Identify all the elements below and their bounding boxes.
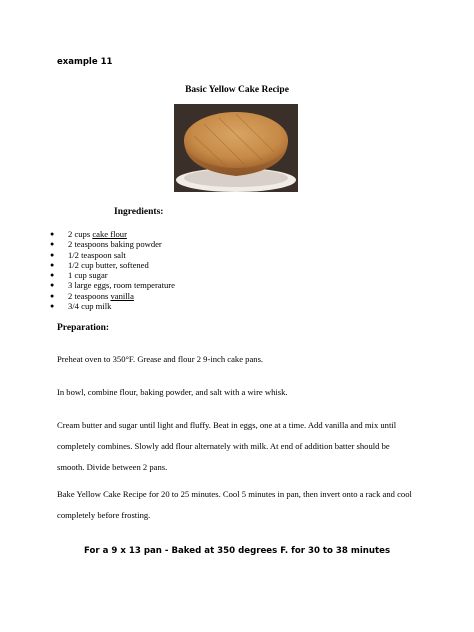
list-item: ● 1/2 cup butter, softened (50, 259, 149, 270)
prep-step-1: Preheat oven to 350°F. Grease and flour 2 9-inch cake pans. (57, 354, 264, 364)
bullet-icon: ● (50, 281, 55, 290)
preparation-heading: Preparation: (57, 323, 110, 333)
list-item: ● 2 cups cake flour (50, 229, 127, 239)
list-item: ● 2 teaspoons baking powder (50, 239, 162, 250)
example-label: example 11 (57, 57, 113, 67)
bullet-icon: ● (50, 230, 55, 238)
prep-step-2: In bowl, combine flour, baking powder, and salt with a wire whisk. (57, 387, 288, 397)
ingredients-heading: Ingredients: (114, 207, 164, 217)
cake-image (174, 104, 298, 192)
pan-size-note: For a 9 x 13 pan - Baked at 350 degrees F. for 30 to 38 minutes (83, 546, 391, 556)
cake-photo (174, 104, 298, 192)
list-item: ● 3 large eggs, room temperature (50, 280, 175, 291)
bullet-icon: ● (50, 260, 55, 269)
bullet-icon: ● (50, 240, 55, 249)
ingredients-list (50, 229, 175, 311)
recipe-title: Basic Yellow Cake Recipe (185, 85, 289, 95)
cake-flour-link[interactable]: cake flour (92, 229, 127, 239)
bullet-icon: ● (50, 291, 55, 300)
list-item: ● 3/4 cup milk (50, 301, 112, 312)
prep-step-3: Cream butter and sugar until light and fluffy. Beat in eggs, one at a time. Add vanilla and mix until completely combines. Slowly add flour alternately with milk. At end of addition batter should be smooth. Divide between 2 pans. (57, 420, 397, 472)
list-item: ● 1/2 teaspoon salt (50, 249, 126, 260)
bullet-icon: ● (50, 250, 55, 259)
list-item: ● 2 teaspoons vanilla (50, 290, 134, 301)
bullet-icon: ● (50, 271, 55, 280)
prep-step-4: Bake Yellow Cake Recipe for 20 to 25 minutes. Cool 5 minutes in pan, then invert onto a rack and cool completely before frosting. (57, 489, 412, 520)
list-item: ● 1 cup sugar (50, 270, 108, 281)
vanilla-link[interactable]: vanilla (110, 290, 134, 301)
bullet-icon: ● (50, 302, 55, 311)
